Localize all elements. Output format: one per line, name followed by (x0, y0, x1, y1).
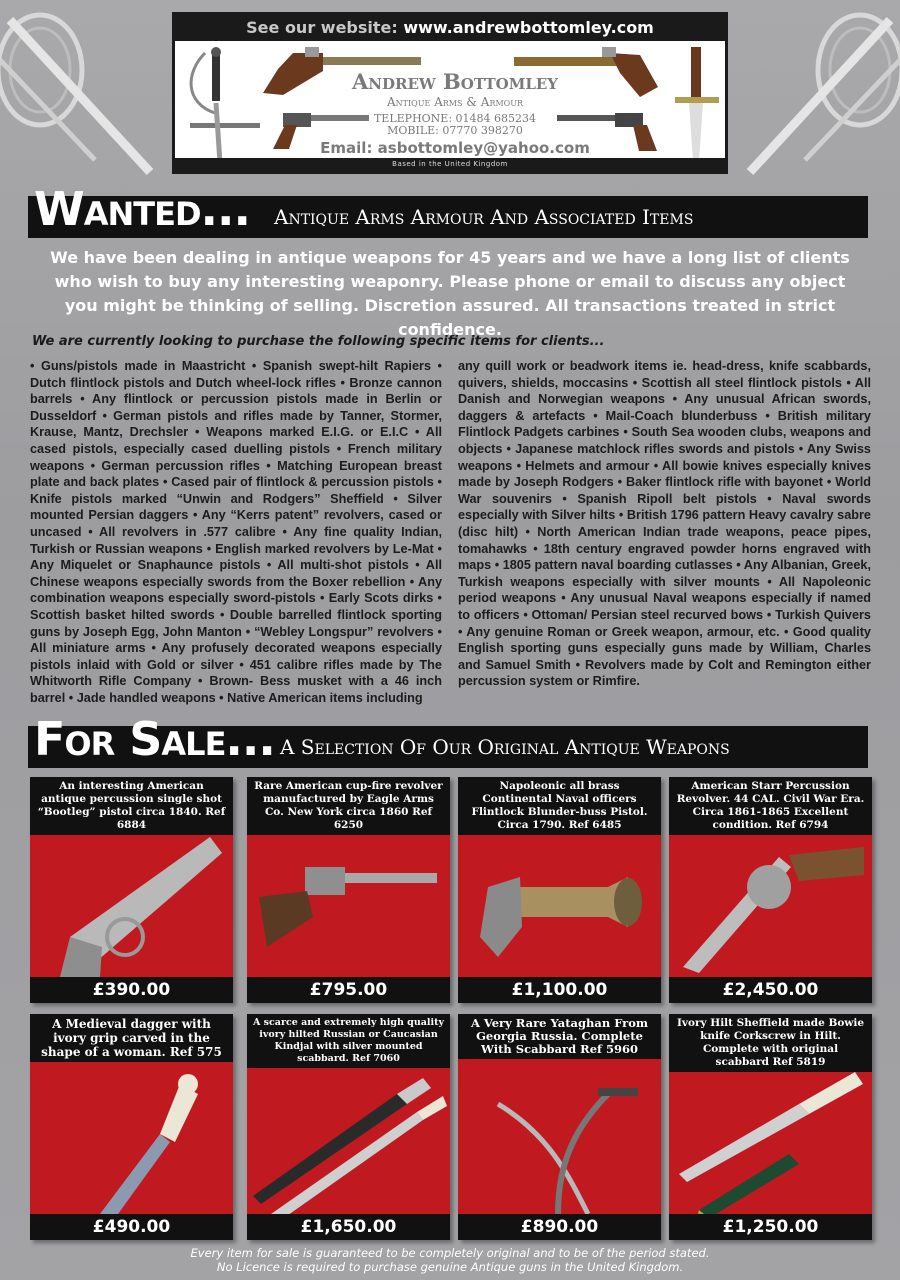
product-price: £795.00 (247, 977, 450, 1003)
footer-line-2: No Licence is required to purchase genuine Antique guns in the United Kingdom. (216, 1260, 684, 1274)
wanted-banner (28, 182, 868, 238)
product-card[interactable] (247, 777, 450, 1003)
wanted-intro: We have been dealing in antique weapons for 45 years and we have a long list of clients who wish to buy any interesting weaponry. Please phone or email to discuss any object you might be thinking of selling. Discretion assured. All transactions treated in strict confidence. (50, 248, 850, 339)
product-card[interactable] (458, 1014, 661, 1240)
product-price: £1,100.00 (458, 977, 661, 1003)
footer-line-1: Every item for sale is guaranteed to be completely original and to be of the period stated. (190, 1246, 710, 1260)
wanted-list-right: any quill work or beadwork items ie. head-dress, knife scabbards, quivers, shields, moccasins • Scottish all steel flintlock pistols • All Danish and Norwegian weapons • Any unusual African swords, daggers & artefacts • Mail-Coach blunderbuss • British military Flintlock Padgets carbines • South Sea wooden clubs, weapons and objects • Japanese matchlock rifles swords and pistols • Any Swiss weapons • Helmets and armour • All bowie knives especially knives made by Joseph Rodgers • Baker flintlock rifle with bayonet • World War souvenirs • Spanish Ripoll belt pistols • Naval swords especially with Silver hilts • British 1796 pattern Heavy cavalry sabre (disc hilt) • North American Indian trade weapons, peace pipes, tomahawks • 18th century engraved powder horns engraved with maps • 1805 pattern naval boarding cutlasses • Any Albanian, Greek, Turkish weapons especially with silver mounts • All Napoleonic period weapons • Any unusual Naval weapons especially if named to officers • Ottoman/ Persian steel recurved bows • Turkish Quivers • Any genuine Roman or Greek weapon, armour, etc. • Good quality English sporting guns especially guns made by William, Charles and Samuel Smith • Revolvers made by Colt and Remington either percussion system or Rimfire. (458, 359, 871, 689)
product-price: £2,450.00 (669, 977, 872, 1003)
mobile: MOBILE: 07770 398270 (387, 124, 523, 137)
product-caption: An interesting American antique percussion single shot “Bootleg” pistol circa 1840. Ref 6884 (30, 777, 233, 835)
for-sale-subtitle: A Selection Of Our Original Antique Weapons (280, 735, 730, 759)
product-price: £490.00 (30, 1214, 233, 1240)
dealer-subtitle: Antique Arms & Armour (387, 95, 523, 109)
website-link[interactable]: www.andrewbottomley.com (403, 18, 654, 37)
product-caption: A Medieval dagger with ivory grip carved in the shape of a woman. Ref 575 (30, 1014, 233, 1062)
telephone: TELEPHONE: 01484 685234 (373, 112, 537, 125)
product-price: £890.00 (458, 1214, 661, 1240)
product-card[interactable] (669, 1014, 872, 1240)
for-sale-title: For Sale... (34, 712, 275, 766)
for-sale-banner (28, 712, 868, 768)
website-bar (175, 15, 725, 41)
product-price: £1,650.00 (247, 1214, 450, 1240)
product-caption: Rare American cup-fire revolver manufactured by Eagle Arms Co. New York circa 1860 Ref 6250 (247, 777, 450, 835)
product-price: £390.00 (30, 977, 233, 1003)
product-card[interactable] (247, 1014, 450, 1240)
product-caption: A Very Rare Yataghan From Georgia Russia. Complete With Scabbard Ref 5960 (458, 1014, 661, 1059)
product-caption: A scarce and extremely high quality ivory hilted Russian or Caucasian Kindjal with silver mounted scabbard. Ref 7060 (247, 1014, 450, 1068)
based-in: Based in the United Kingdom (175, 158, 725, 171)
header-advert (172, 12, 728, 174)
product-card[interactable] (30, 1014, 233, 1240)
dealer-name: Andrew Bottomley (351, 69, 559, 94)
product-caption: Ivory Hilt Sheffield made Bowie knife Corkscrew in Hilt. Complete with original scabbard Ref 5819 (669, 1014, 872, 1072)
corner-sword-right-icon (740, 0, 900, 180)
email[interactable]: Email: asbottomley@yahoo.com (320, 139, 590, 157)
product-price: £1,250.00 (669, 1214, 872, 1240)
looking-heading: We are currently looking to purchase the following specific items for clients... (32, 334, 605, 349)
wanted-title: Wanted... (34, 182, 250, 236)
rapier-image (175, 43, 265, 163)
wanted-subtitle: Antique Arms Armour And Associated Items (274, 205, 694, 229)
dagger-image (667, 43, 727, 163)
contact-phones (325, 113, 585, 137)
product-caption: American Starr Percussion Revolver. 44 CAL. Civil War Era. Circa 1861-1865 Excellent condition. Ref 6794 (669, 777, 872, 835)
product-card[interactable] (30, 777, 233, 1003)
website-prefix: See our website: (246, 18, 398, 37)
wanted-list-left: • Guns/pistols made in Maastricht • Spanish swept-hilt Rapiers • Dutch flintlock pistols and Dutch wheel-lock rifles • Bronze cannon barrels • Any flintlock or percussion pistols made in Berlin or Dusseldorf • German pistols and rifles made by Tanner, Stormer, Krause, Mantz, Drechsler • Weapons marked E.I.G. or E.I.C • All cased pistols, especially cased duelling pistols • French military weapons • German percussion rifles • Matching European breast plate and back plates • Cased pair of flintlock & percussion pistols • Knife pistols marked “Unwin and Rodgers” Sheffield • Silver mounted Persian daggers • Any “Kerrs patent” revolvers, cased or uncased • All revolvers in .577 calibre • Any fine quality Indian, Turkish or Russian weapons • English marked revolvers by Le-Mat • Any Miquelet or Snaphaunce pistols • All multi-shot pistols • All Chinese weapons especially swords from the Boxer rebellion • Any combination weapons especially sword-pistols • Early Scots dirks • Scottish basket hilted swords • Double barrelled flintlock sporting guns by Joseph Egg, John Manton • “Webley Longspur” revolvers • All miniature arms • Any profusely decorated weapons especially pistols inlaid with Gold or silver • 451 calibre rifles made by The Whitworth Rifle Company • Brown- Bess musket with a 46 inch barrel • Jade handled weapons • Native American items including (30, 359, 442, 705)
footer-note (0, 1246, 900, 1274)
product-card[interactable] (458, 777, 661, 1003)
corner-sword-left-icon (0, 0, 160, 180)
product-card[interactable] (669, 777, 872, 1003)
product-caption: Napoleonic all brass Continental Naval officers Flintlock Blunder-buss Pistol. Circa 1790. Ref 6485 (458, 777, 661, 835)
